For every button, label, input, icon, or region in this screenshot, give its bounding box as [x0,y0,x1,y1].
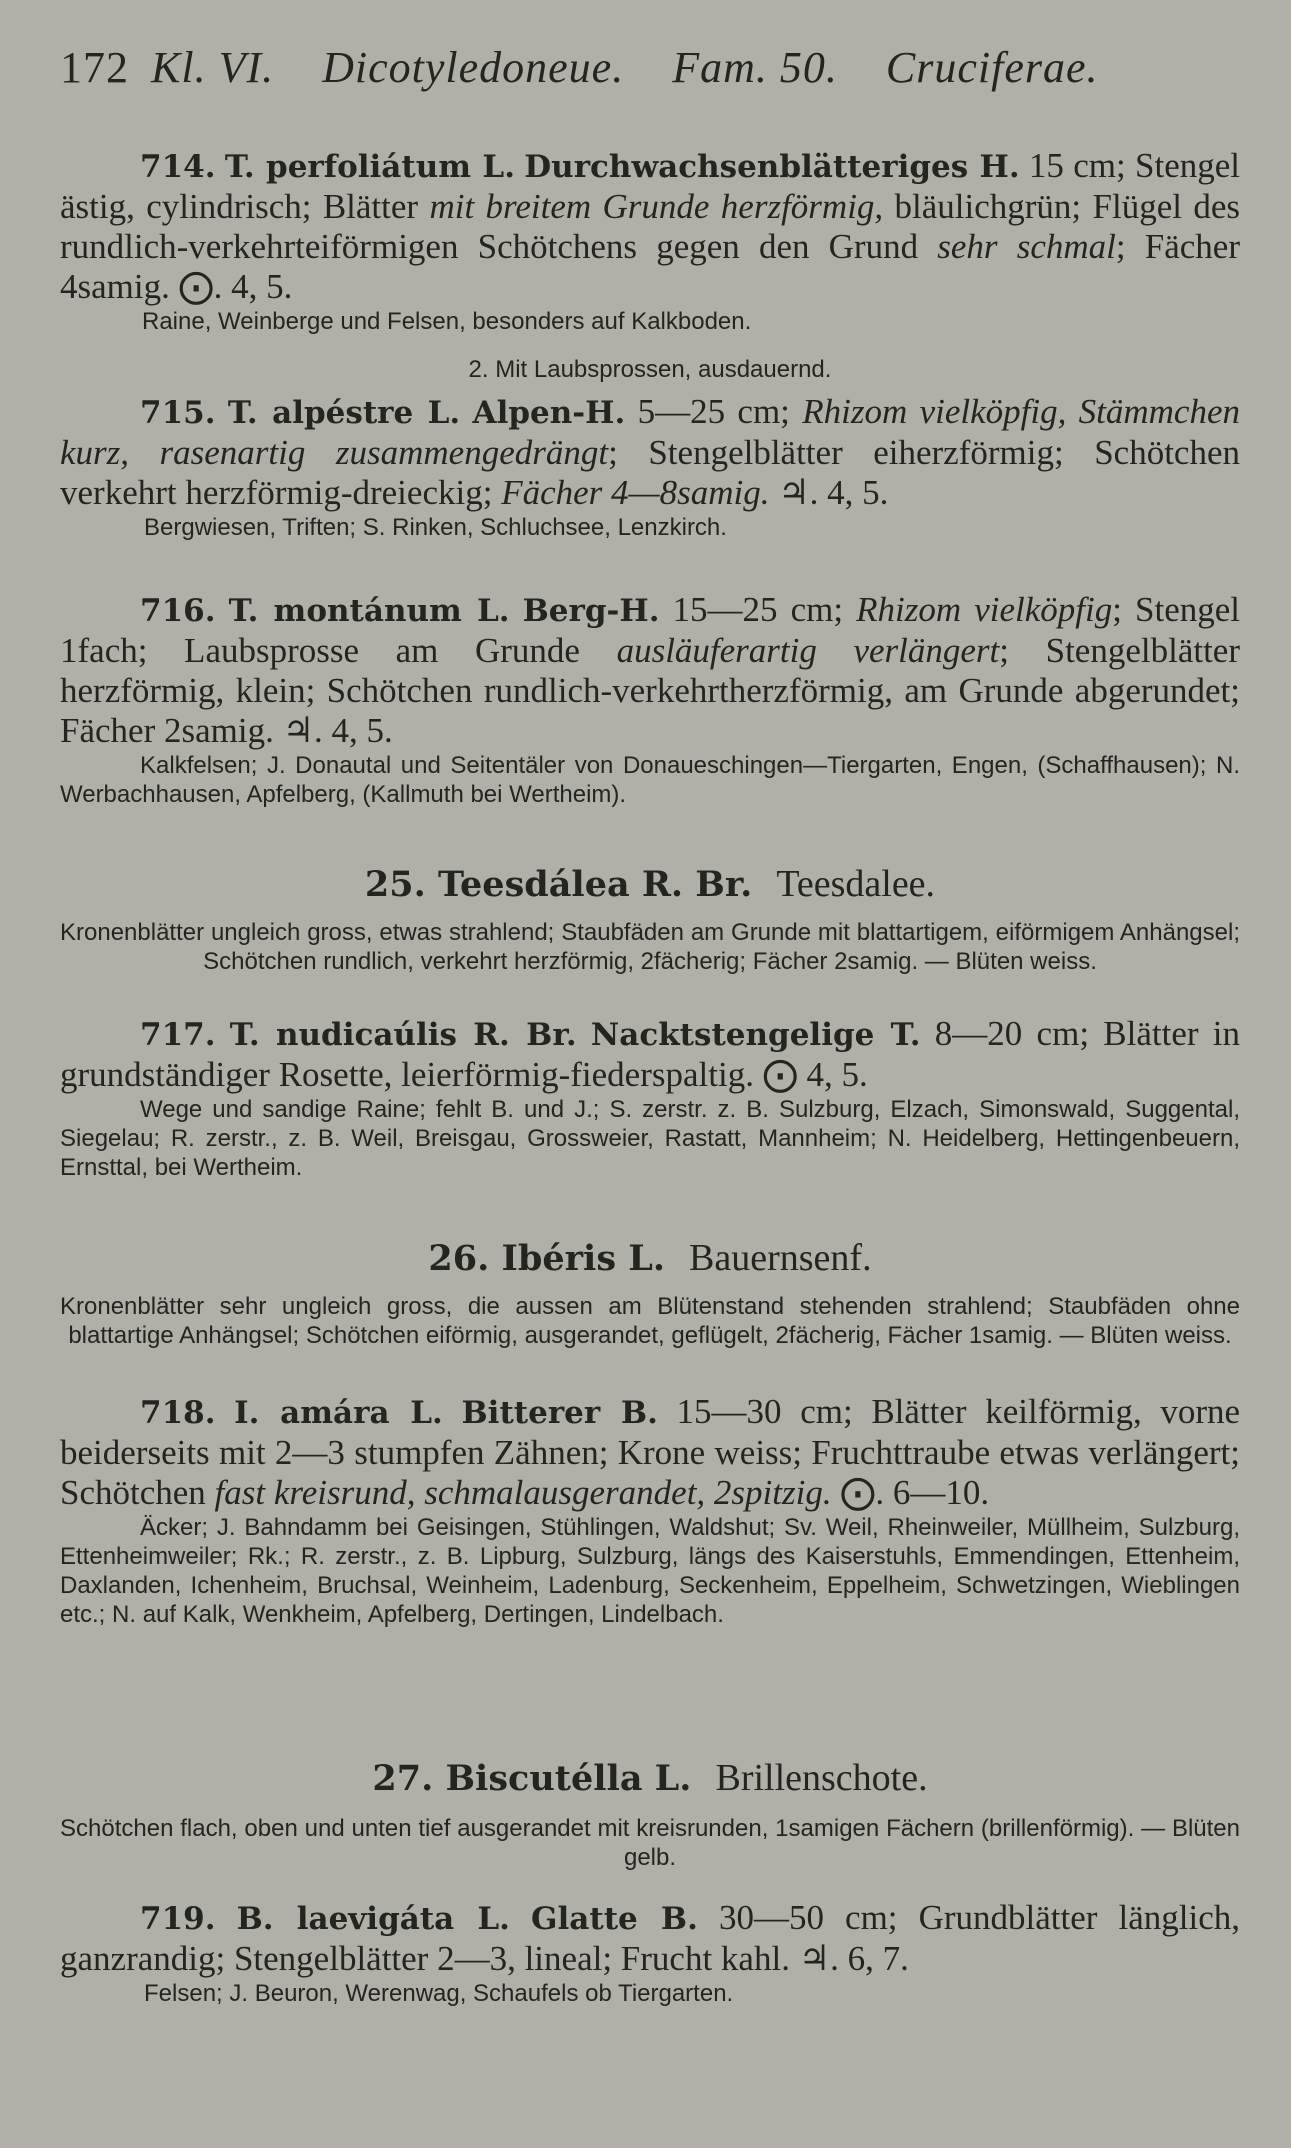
species-number: 714. [140,149,216,185]
species-name: I. amára L. [234,1395,443,1431]
header-division: Dicotyledoneue. [322,43,625,92]
common-name: Nacktstengelige T. [590,1017,921,1053]
species-entry-717 [60,1014,1240,1182]
genus-name: 27. Biscutélla L. [372,1758,692,1799]
description-italic: Fächer 4—8samig. [501,473,770,512]
habitat-note: Felsen; J. Beuron, Werenwag, Schaufels ob Tiergarten. [144,1980,734,2007]
description-italic: fast kreisrund, schmalausgerandet, 2spitzig. [214,1473,832,1512]
species-name: T. perfoliátum L. [224,149,515,185]
description-text: ; Stengelblätter herzförmig, klein; Schötchen rundlich-verkehrtherzförmig, am Grunde abgerundet; Fächer 2samig. ♃. 4, 5. [60,631,1240,750]
genus-name: 25. Teesdálea R. Br. [364,864,753,905]
genus-common-name: Bauernsenf. [689,1237,872,1279]
species-entry-716 [60,590,1240,809]
species-entry-715 [60,392,1240,542]
description-text: ♃. 4, 5. [769,473,889,512]
common-name: Alpen-H. [472,395,626,431]
header-class: Kl. VI. [151,43,275,92]
genus-heading [60,862,1240,906]
genus-heading [60,1756,1240,1800]
description-italic: ausläuferartig verlängert [616,631,1000,670]
species-description [60,590,1240,751]
genus-block-26 [60,1236,1240,1350]
species-description [60,392,1240,513]
description-italic: Rhizom vielköpfig [856,590,1113,629]
common-name: Durchwachsenblätteriges H. [524,149,1020,185]
subsection-heading: 2. Mit Laubsprossen, ausdauernd. [468,356,832,383]
description-text: 15—30 cm; Blätter keilförmig, vorne beiderseits mit 2—3 stumpfen Zähnen; Krone weiss; Fruchttraube etwas verlängert; Schötchen [60,1392,1241,1512]
running-header [60,42,1240,93]
species-number: 717. [140,1017,216,1053]
species-name: T. nudicaúlis R. Br. [229,1017,577,1053]
description-italic: sehr schmal [937,227,1116,266]
genus-heading [60,1236,1240,1280]
description-text: ⨀. 6—10. [831,1473,990,1512]
common-name: Bitterer B. [461,1395,658,1431]
habitat-note: Äcker; J. Bahndamm bei Geisingen, Stühlingen, Waldshut; Sv. Weil, Rheinweiler, Müllheim, Sulzburg, Ettenheimweiler; Rk.; R. zerstr., z. B. Lipburg, Sulzburg, längs des Kaiserstuhls, Emmendingen, Ettenheim, Daxlanden, Ichenheim, Bruchsal, Weinheim, Ladenburg, Seckenheim, Eppelheim, Schwetzingen, Wieblingen etc.; N. auf Kalk, Wenkheim, Apfelberg, Dertingen, Lindelbach. [60,1514,1240,1628]
species-entry-719 [60,1898,1240,2008]
species-name: B. laevigáta L. [236,1901,510,1937]
genus-description: Kronenblätter sehr ungleich gross, die aussen am Blütenstand stehenden strahlend; Staubfäden ohne blattartige Anhängsel; Schötchen eiförmig, ausgerandet, geflügelt, 2fächerig, Fächer 1samig. — Blüten weiss. [60,1293,1240,1349]
species-number: 716. [140,593,216,629]
species-description [60,1392,1240,1513]
habitat-note: Wege und sandige Raine; fehlt B. und J.; S. zerstr. z. B. Sulzburg, Elzach, Simonswald, Suggental, Siegelau; R. zerstr., z. B. Weil, Breisgau, Grossweier, Rastatt, Mannheim; N. Heidelberg, Hettingenbeuern, Ernsttal, bei Wertheim. [60,1096,1240,1181]
description-text: 8—20 cm; Blätter in grundständiger Rosette, leierförmig-fiederspaltig. ⨀ 4, 5. [60,1014,1241,1094]
description-text: ; Stengel 1fach; Laubsprosse am Grunde [60,590,1241,670]
species-number: 718. [140,1395,216,1431]
description-text: 15—25 cm; [659,590,857,629]
genus-block-25 [60,862,1240,976]
header-family: Fam. 50. [672,43,838,92]
description-text: 15 cm; Stengel ästig, cylindrisch; Blätter [60,146,1240,226]
genus-common-name: Teesdalee. [776,863,936,905]
description-text: 5—25 cm; [625,392,803,431]
habitat-note: Bergwiesen, Triften; S. Rinken, Schluchsee, Lenzkirch. [144,514,727,541]
habitat-note: Kalkfelsen; J. Donautal und Seitentäler von Donaueschingen—Tiergarten, Engen, (Schaffhausen); N. Werbachhausen, Apfelberg, (Kallmuth bei Wertheim). [60,752,1240,808]
species-name: T. alpéstre L. [227,395,461,431]
common-name: Glatte B. [531,1901,698,1937]
common-name: Berg-H. [522,593,660,629]
genus-description: Kronenblätter ungleich gross, etwas strahlend; Staubfäden am Grunde mit blattartigem, eiförmigem Anhängsel; Schötchen rundlich, verkehrt herzförmig, 2fächerig; Fächer 2samig. — Blüten weiss. [60,919,1240,975]
species-entry-718 [60,1392,1240,1629]
description-text: ; Stengelblätter eiherzförmig; Schötchen verkehrt herzförmig-dreieckig; [60,433,1241,512]
description-text: bläulichgrün; Flügel des rundlich-verkehrteiförmigen Schötchens gegen den Grund [60,187,1240,266]
description-italic: Rhizom vielköpfig, Stämmchen kurz, rasenartig zusammengedrängt [60,392,1241,472]
header-family-name: Cruciferae. [885,43,1099,92]
species-number: 715. [140,395,216,431]
species-description [60,146,1240,307]
description-text: 30—50 cm; Grundblätter länglich, ganzrandig; Stengelblätter 2—3, lineal; Frucht kahl. ♃. 6, 7. [60,1898,1240,1978]
habitat-note: Raine, Weinberge und Felsen, besonders auf Kalkboden. [142,308,752,335]
genus-description: Schötchen flach, oben und unten tief ausgerandet mit kreisrunden, 1samigen Fächern (brillenförmig). — Blüten gelb. [60,1815,1240,1871]
genus-name: 26. Ibéris L. [428,1238,666,1279]
species-number: 719. [140,1901,216,1937]
genus-common-name: Brillenschote. [715,1757,928,1799]
species-description [60,1898,1240,1979]
description-italic: mit breitem Grunde herzförmig, [429,187,884,226]
description-text: ; Fächer 4samig. ⨀. 4, 5. [60,227,1240,306]
species-name: T. montánum L. [228,593,510,629]
species-entry-714 [60,146,1240,336]
page-number: 172 [60,43,129,92]
genus-block-27 [60,1756,1240,1872]
species-description [60,1014,1240,1095]
